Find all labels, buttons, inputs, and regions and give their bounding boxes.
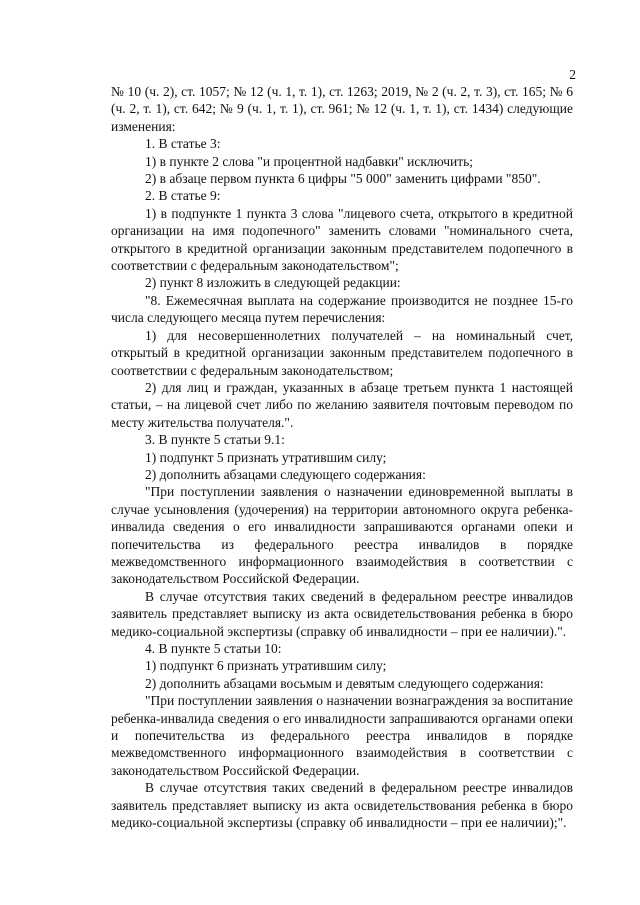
paragraph: 2) для лиц и граждан, указанных в абзаце третьем пункта 1 настоящей статьи, – на лицевой счет либо по желанию заявителя почтовым переводом по месту жительства получателя.".: [111, 379, 573, 430]
paragraph: "При поступлении заявления о назначении единовременной выплаты в случае усыновления (удочерения) на территории автономного округа ребенка-инвалида сведения о его инвалидности запрашиваются органами опеки и попечительства из федерального реестра инвалидов в порядке межведомственного информационного взаимодействия в соответствии с законодательством Российской Федерации.: [111, 484, 573, 587]
paragraph: "8. Ежемесячная выплата на содержание производится не позднее 15-го числа следующего месяца путем перечисления:: [111, 292, 573, 326]
paragraph: 1) в пункте 2 слова "и процентной надбавки" исключить;: [145, 153, 474, 169]
paragraph: В случае отсутствия таких сведений в федеральном реестре инвалидов заявитель представляет выписку из акта освидетельствования ребенка в бюро медико-социальной экспертизы (справку об инвалидности – при ее наличии);".: [111, 780, 573, 831]
paragraph: 3. В пункте 5 статьи 9.1:: [145, 432, 285, 448]
paragraph: "При поступлении заявления о назначении вознаграждения за воспитание ребенка-инвалида сведения о его инвалидности запрашиваются органами опеки и попечительства из федерального реестра инвалидов в порядке межведомственного информационного взаимодействия в соответствии с законодательством Российской Федерации.: [111, 693, 573, 778]
document-body: [111, 83, 573, 831]
paragraph: 4. В пункте 5 статьи 10:: [145, 641, 282, 656]
paragraph: 1) в подпункте 1 пункта 3 слова "лицевого счета, открытого в кредитной организации на имя подопечного" заменить словами "номинального счета, открытого в кредитной организации законным представителем подопечного в соответствии с федеральным законодательством";: [111, 205, 573, 274]
paragraph: 1. В статье 3:: [145, 136, 221, 152]
paragraph: 2) пункт 8 изложить в следующей редакции:: [145, 275, 401, 291]
paragraph: 1) подпункт 6 признать утратившим силу;: [145, 658, 387, 674]
paragraph: В случае отсутствия таких сведений в федеральном реестре инвалидов заявитель представляет выписку из акта освидетельствования ребенка в бюро медико-социальной экспертизы (справку об инвалидности – при ее наличии).".: [111, 588, 573, 639]
paragraph: 2) дополнить абзацами восьмым и девятым следующего содержания:: [145, 675, 544, 691]
paragraph: 2) в абзаце первом пункта 6 цифры "5 000" заменить цифрами "850".: [145, 171, 541, 187]
page-number: 2: [569, 67, 576, 82]
paragraph: 2) дополнить абзацами следующего содержания:: [145, 466, 426, 482]
paragraph: 1) для несовершеннолетних получателей – на номинальный счет, открытый в кредитной организации законным представителем подопечного в соответствии с федеральным законодательством;: [111, 327, 573, 378]
paragraph: 1) подпункт 5 признать утратившим силу;: [145, 449, 387, 465]
paragraph: 2. В статье 9:: [145, 188, 221, 204]
paragraph: № 10 (ч. 2), ст. 1057; № 12 (ч. 1, т. 1), ст. 1263; 2019, № 2 (ч. 2, т. 3), ст. 165; № 6 (ч. 2, т. 1), ст. 642; № 9 (ч. 1, т. 1), ст. 961; № 12 (ч. 1, т. 1), ст. 1434) следующие изменения:: [111, 84, 573, 134]
